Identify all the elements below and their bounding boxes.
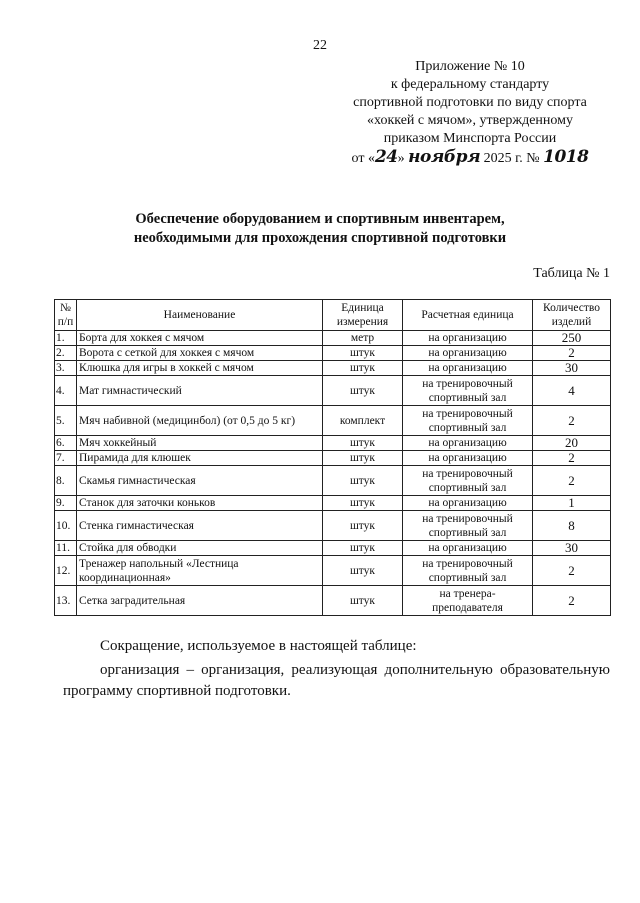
page-number: 22: [313, 38, 327, 53]
equipment-table: [54, 299, 611, 616]
title-line: Обеспечение оборудованием и спортивным инвентарем,: [135, 211, 505, 227]
row-num: 13.: [55, 586, 77, 616]
row-qty: 2: [533, 346, 611, 361]
row-qty: 2: [533, 451, 611, 466]
table-row: [55, 586, 611, 616]
annex-header: [330, 58, 610, 168]
table-row: [55, 331, 611, 346]
row-num: 7.: [55, 451, 77, 466]
row-unit: штук: [323, 496, 403, 511]
row-qty: 30: [533, 361, 611, 376]
row-name: Станок для заточки коньков: [77, 496, 323, 511]
row-unit: штук: [323, 436, 403, 451]
row-num: 6.: [55, 436, 77, 451]
row-calc: на тренировочный спортивный зал: [403, 466, 533, 496]
row-qty: 2: [533, 586, 611, 616]
row-qty: 8: [533, 511, 611, 541]
row-calc: на тренировочный спортивный зал: [403, 556, 533, 586]
table-row: [55, 451, 611, 466]
table-row: [55, 376, 611, 406]
annex-title: Приложение № 10: [415, 59, 525, 74]
row-qty: 1: [533, 496, 611, 511]
annex-line: «хоккей с мячом», утвержденному: [366, 113, 574, 128]
row-num: 12.: [55, 556, 77, 586]
row-num: 10.: [55, 511, 77, 541]
row-unit: штук: [323, 586, 403, 616]
row-qty: 2: [533, 466, 611, 496]
row-name: Ворота с сеткой для хоккея с мячом: [77, 346, 323, 361]
table-row: [55, 346, 611, 361]
row-calc: на организацию: [403, 361, 533, 376]
row-calc: на организацию: [403, 451, 533, 466]
row-num: 5.: [55, 406, 77, 436]
row-unit: штук: [323, 451, 403, 466]
row-name: Стойка для обводки: [77, 541, 323, 556]
row-name: Сетка заградительная: [77, 586, 323, 616]
annex-line: приказом Минспорта России: [383, 131, 557, 146]
row-num: 1.: [55, 331, 77, 346]
row-qty: 20: [533, 436, 611, 451]
date-year: 2025 г. №: [483, 151, 540, 166]
table-row: [55, 541, 611, 556]
handwritten-number: 1018: [543, 147, 589, 167]
table-header-row: [55, 300, 611, 331]
row-unit: штук: [323, 556, 403, 586]
row-qty: 4: [533, 376, 611, 406]
table-row: [55, 466, 611, 496]
abbreviation-definition: организация – организация, реализующая дополнительную образовательную программу спортивной подготовки.: [63, 662, 610, 699]
row-calc: на организацию: [403, 346, 533, 361]
row-qty: 2: [533, 406, 611, 436]
row-unit: метр: [323, 331, 403, 346]
row-num: 8.: [55, 466, 77, 496]
row-name: Стенка гимнастическая: [77, 511, 323, 541]
header-num: № п/п: [55, 300, 77, 331]
row-unit: штук: [323, 361, 403, 376]
row-calc: на организацию: [403, 331, 533, 346]
table-row: [55, 406, 611, 436]
row-calc: на организацию: [403, 541, 533, 556]
document-title: [0, 210, 640, 248]
table-row: [55, 511, 611, 541]
table-row: [55, 496, 611, 511]
title-line: необходимыми для прохождения спортивной подготовки: [133, 230, 507, 246]
row-name: Тренажер напольный «Лестница координационная»: [77, 556, 323, 586]
row-name: Мяч набивной (медицинбол) (от 0,5 до 5 кг): [77, 406, 323, 436]
header-qty: Количество изделий: [533, 300, 611, 331]
row-calc: на тренировочный спортивный зал: [403, 376, 533, 406]
row-qty: 30: [533, 541, 611, 556]
header-name: Наименование: [77, 300, 323, 331]
table-row: [55, 436, 611, 451]
row-unit: штук: [323, 511, 403, 541]
row-name: Скамья гимнастическая: [77, 466, 323, 496]
abbreviation-heading: Сокращение, используемое в настоящей таблице:: [100, 638, 417, 654]
row-name: Борта для хоккея с мячом: [77, 331, 323, 346]
header-unit: Единица измерения: [323, 300, 403, 331]
row-calc: на тренировочный спортивный зал: [403, 406, 533, 436]
annex-date-line: [330, 148, 610, 168]
row-unit: штук: [323, 466, 403, 496]
date-mid: »: [397, 151, 405, 166]
row-unit: комплект: [323, 406, 403, 436]
handwritten-month: ноября: [408, 147, 481, 167]
table-row: [55, 556, 611, 586]
annex-line: к федеральному стандарту: [390, 77, 550, 92]
row-unit: штук: [323, 346, 403, 361]
annex-line: спортивной подготовки по виду спорта: [353, 95, 587, 110]
row-unit: штук: [323, 541, 403, 556]
row-qty: 2: [533, 556, 611, 586]
row-calc: на организацию: [403, 436, 533, 451]
row-name: Пирамида для клюшек: [77, 451, 323, 466]
row-num: 3.: [55, 361, 77, 376]
row-unit: штук: [323, 376, 403, 406]
row-num: 9.: [55, 496, 77, 511]
row-num: 2.: [55, 346, 77, 361]
row-calc: на тренировочный спортивный зал: [403, 511, 533, 541]
handwritten-day: 24: [374, 147, 398, 167]
row-num: 11.: [55, 541, 77, 556]
header-calc: Расчетная единица: [403, 300, 533, 331]
row-name: Мяч хоккейный: [77, 436, 323, 451]
row-calc: на организацию: [403, 496, 533, 511]
date-prefix: от «: [351, 151, 375, 166]
row-calc: на тренера-преподавателя: [403, 586, 533, 616]
row-name: Мат гимнастический: [77, 376, 323, 406]
row-num: 4.: [55, 376, 77, 406]
table-row: [55, 361, 611, 376]
row-name: Клюшка для игры в хоккей с мячом: [77, 361, 323, 376]
table-label: Таблица № 1: [533, 266, 610, 281]
row-qty: 250: [533, 331, 611, 346]
